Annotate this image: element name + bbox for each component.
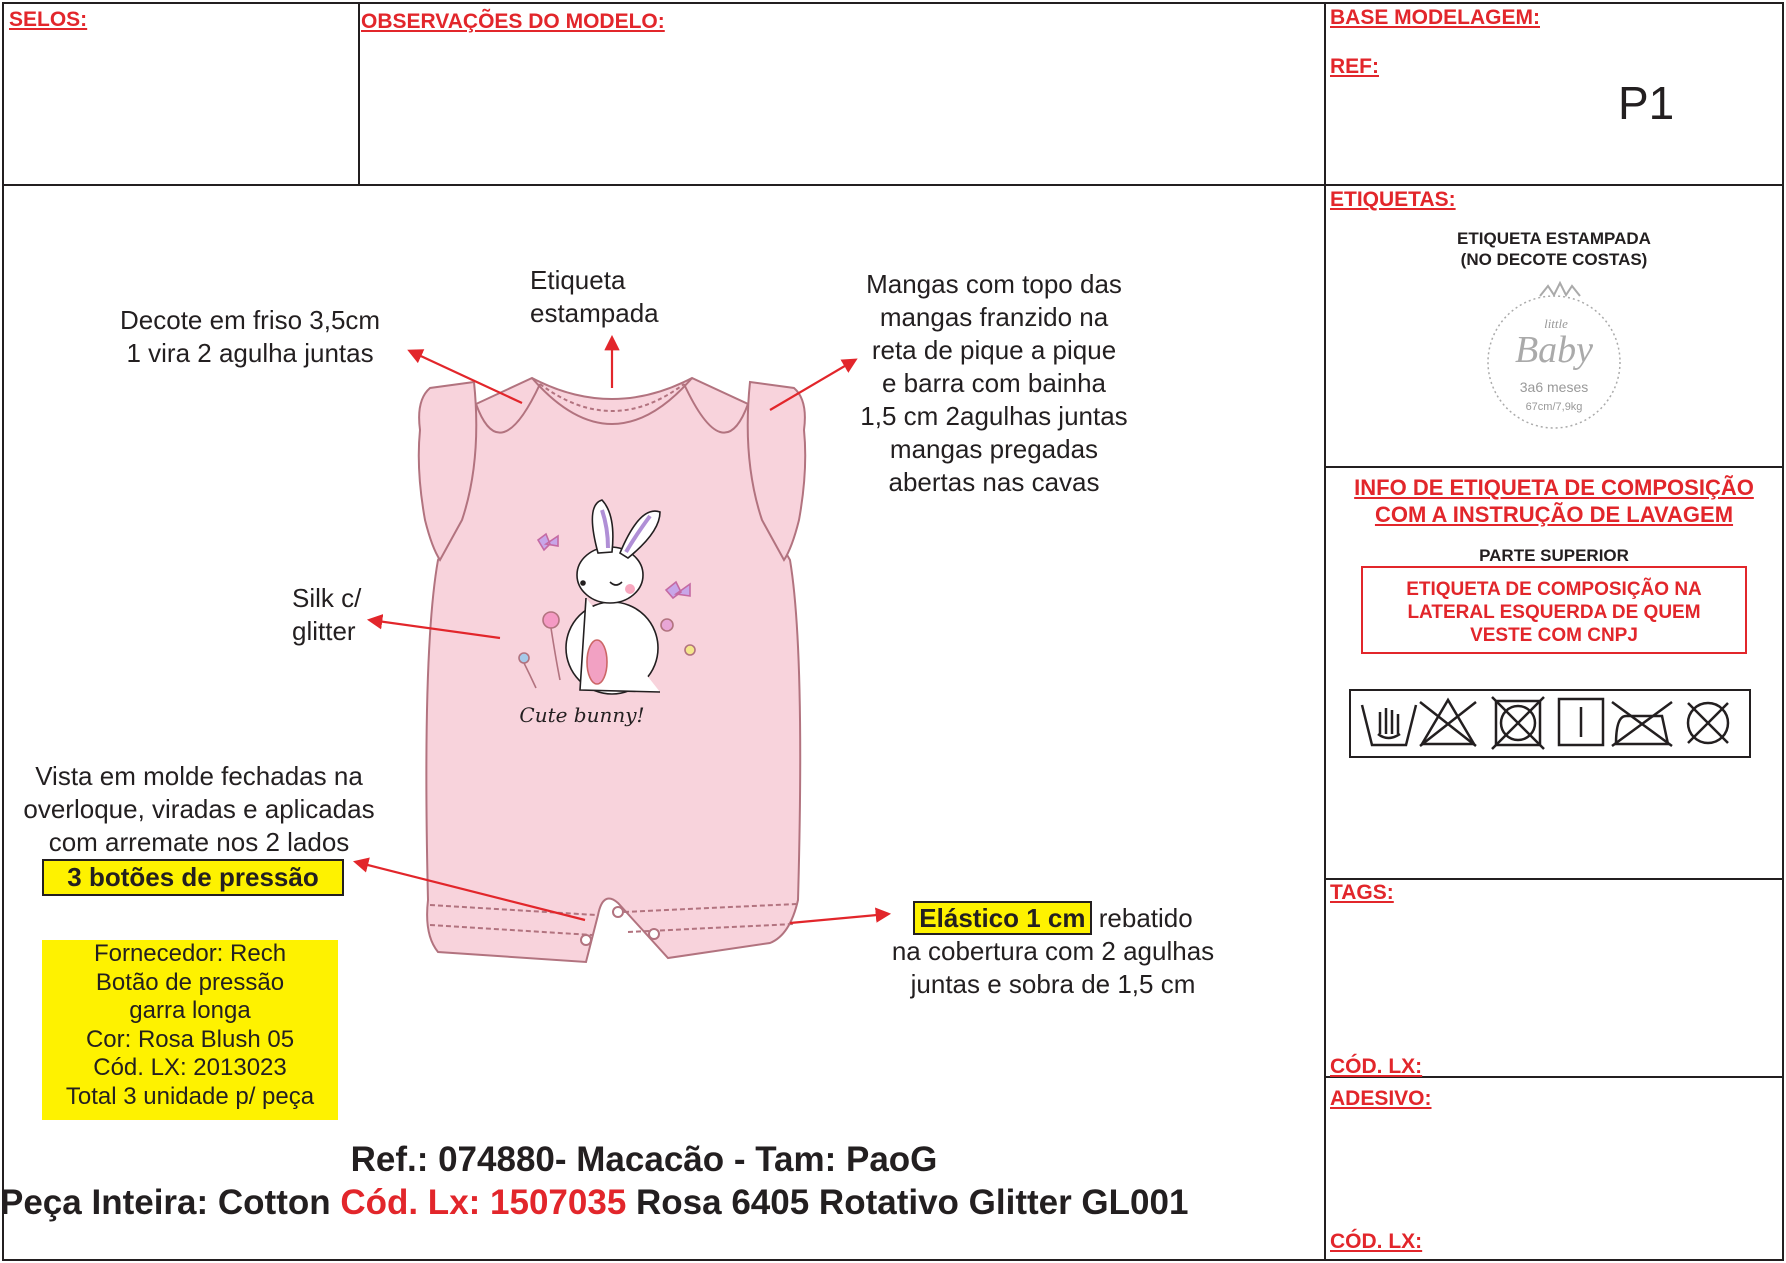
snap-button — [613, 907, 623, 917]
fornecedor-line-6: Total 3 unidade p/ peça — [65, 1082, 315, 1110]
decote-note — [120, 304, 380, 370]
etiqueta-line-b: estampada — [530, 298, 659, 328]
decote-line-2: 1 vira 2 agulha juntas — [126, 338, 374, 368]
silk-line-2: glitter — [292, 616, 356, 646]
mangas-note — [838, 268, 1150, 499]
footer-fabric-a: Peça Inteira: Cotton — [0, 1183, 341, 1222]
decote-line-1: Decote em friso 3,5cm — [120, 305, 381, 335]
snap-button — [581, 935, 591, 945]
fornecedor-line-3: garra longa — [129, 997, 251, 1024]
no-dry-clean-icon — [1688, 703, 1728, 743]
selos-label: SELOS: — [9, 8, 88, 31]
botoes-highlight: 3 botões de pressão — [42, 859, 344, 896]
line-dry-icon — [1559, 699, 1603, 745]
elastico-rest: rebatido — [1098, 903, 1193, 933]
fornecedor-line-1: Fornecedor: Rech — [93, 940, 287, 967]
mangas-line-7: abertas nas cavas — [888, 467, 1100, 497]
snap-button — [649, 929, 659, 939]
observacoes-label: OBSERVAÇÕES DO MODELO: — [361, 10, 665, 33]
adesivo-label: ADESIVO: — [1330, 1087, 1432, 1110]
ref-label: REF: — [1330, 55, 1379, 78]
composicao-warning-line-1: ETIQUETA DE COMPOSIÇÃO NA — [1406, 579, 1702, 600]
fornecedor-line-5: Cód. LX: 2013023 — [93, 1054, 287, 1081]
print-text: Cute bunny! — [519, 703, 645, 727]
ref-value: P1 — [1618, 77, 1675, 129]
etiqueta-line-a: Etiqueta — [530, 265, 626, 295]
footer-ref: Ref.: 074880- Macacão - Tam: PaoG — [350, 1140, 938, 1179]
etiqueta-line-2: (NO DECOTE COSTAS) — [1460, 250, 1648, 269]
mangas-line-5: 1,5 cm 2agulhas juntas — [860, 401, 1128, 431]
footer-fabric — [0, 1183, 1188, 1223]
composicao-warning-line-3: VESTE COM CNPJ — [1470, 625, 1638, 646]
elastico-note — [870, 902, 1236, 1001]
elastico-highlight: Elástico 1 cm — [913, 901, 1091, 935]
fornecedor-line-2: Botão de pressão — [95, 968, 285, 996]
composicao-warning-line-2: LATERAL ESQUERDA DE QUEM — [1407, 602, 1701, 623]
elastico-line-3: juntas e sobra de 1,5 cm — [910, 969, 1196, 999]
hand-wash-icon — [1362, 705, 1416, 745]
logo-little: little — [1544, 316, 1568, 331]
silk-line-1: Silk c/ — [292, 583, 362, 613]
vista-line-2: overloque, viradas e aplicadas — [23, 794, 375, 824]
vista-line-3: com arremate nos 2 lados — [48, 827, 350, 857]
vista-note — [2, 760, 396, 859]
no-bleach-icon — [1420, 700, 1476, 746]
mangas-line-3: reta de pique a pique — [871, 335, 1117, 365]
mangas-line-6: mangas pregadas — [889, 434, 1099, 464]
parte-superior: PARTE SUPERIOR — [1479, 546, 1629, 565]
footer-fabric-code: Cód. Lx: 1507035 — [340, 1183, 627, 1222]
mangas-line-1: Mangas com topo das — [866, 269, 1122, 299]
composicao-title-2: COM A INSTRUÇÃO DE LAVAGEM — [1374, 502, 1734, 527]
mangas-line-4: e barra com bainha — [881, 368, 1107, 398]
etiqueta-line-1: ETIQUETA ESTAMPADA — [1457, 229, 1651, 248]
silk-note — [292, 582, 361, 648]
etiqueta-note — [530, 264, 659, 330]
tags-cod-label: CÓD. LX: — [1330, 1055, 1423, 1078]
etiquetas-label: ETIQUETAS: — [1330, 188, 1456, 211]
vista-line-1: Vista em molde fechadas na — [35, 761, 363, 791]
footer-fabric-c: Rosa 6405 Rotativo Glitter GL001 — [626, 1183, 1189, 1222]
composicao-title-1: INFO DE ETIQUETA DE COMPOSIÇÃO — [1354, 475, 1754, 500]
logo-baby: Baby — [1514, 329, 1594, 371]
care-symbols — [1362, 697, 1728, 749]
adesivo-cod-label: CÓD. LX: — [1330, 1230, 1423, 1253]
no-iron-icon — [1612, 702, 1672, 746]
elastico-line-2: na cobertura com 2 agulhas — [891, 936, 1215, 966]
mangas-line-2: mangas franzido na — [879, 302, 1109, 332]
little-baby-logo — [1488, 283, 1620, 428]
tags-label: TAGS: — [1330, 881, 1394, 904]
fornecedor-line-4: Cor: Rosa Blush 05 — [85, 1025, 295, 1053]
fornecedor-box — [42, 940, 338, 1120]
no-tumble-dry-icon — [1492, 697, 1544, 749]
logo-age: 3a6 meses — [1519, 379, 1589, 395]
logo-size: 67cm/7,9kg — [1525, 401, 1583, 413]
base-modelagem-label: BASE MODELAGEM: — [1330, 6, 1540, 29]
